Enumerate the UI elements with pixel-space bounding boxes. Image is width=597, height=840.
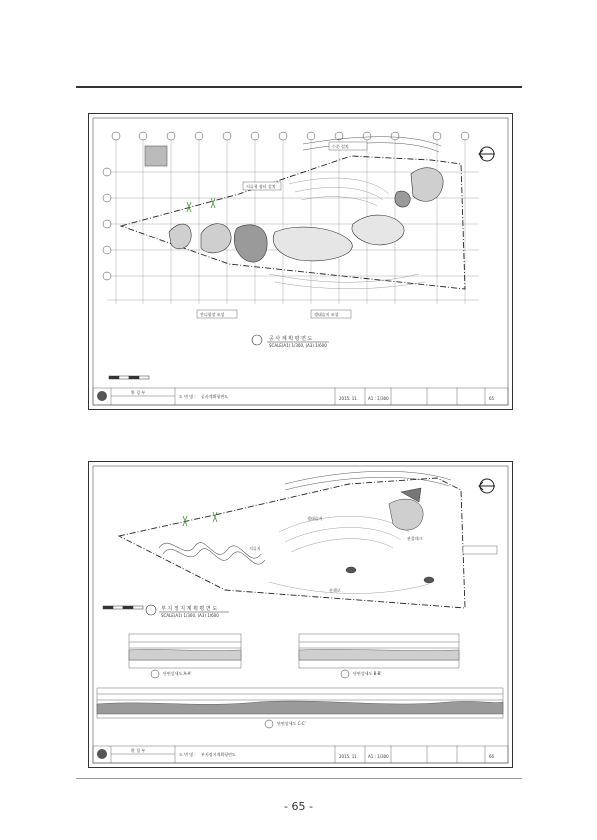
drawing-name: 부지정지계획평면도 [201, 752, 236, 757]
header-rule [76, 86, 522, 88]
tree-icons [187, 198, 215, 212]
construction-plan-drawing [88, 113, 513, 410]
callout-3: 잔디광장 조성 [200, 312, 225, 317]
callout-2: 수문 설치 [332, 144, 349, 149]
grading-plan-drawing [88, 461, 513, 768]
agency-name: 환 경 부 [131, 748, 146, 753]
title-block [93, 746, 508, 763]
section-cc [97, 688, 503, 718]
page-number: - 65 - [284, 800, 313, 813]
callout-1: 생태습지 [307, 516, 323, 521]
section-aa [129, 634, 241, 668]
scale-bar [109, 376, 149, 379]
wetland-ponds [169, 168, 443, 262]
plan-title: 부 지 정 지 계 획 평 면 도 [161, 606, 218, 612]
drawing-scale: A1 : 1/300 [368, 754, 389, 759]
hatched-area [145, 146, 167, 166]
construction-plan-svg [89, 114, 512, 409]
drawing-date: 2015. 11. [339, 396, 359, 401]
scale-bar [103, 606, 143, 609]
north-arrow-icon [479, 147, 495, 161]
agency-logo-icon [97, 391, 107, 401]
tree-icons [183, 512, 217, 526]
drawing-label: 도 면 명 : [179, 394, 196, 399]
drawing-date: 2015. 11. [339, 754, 359, 759]
footer-rule [76, 778, 522, 779]
sheet-number: 65 [489, 396, 495, 401]
callout-2: 저류지 [249, 546, 261, 551]
drawing-label: 도 면 명 : [179, 752, 196, 757]
section-bb-title: 단면상세도 B-B' [353, 671, 382, 676]
title-block [93, 388, 508, 405]
north-arrow-icon [479, 479, 495, 493]
agency-logo-icon [97, 749, 107, 759]
section-bb [299, 634, 459, 668]
section-aa-title: 단면상세도 A-A' [163, 671, 192, 676]
plan-scale: SCALE(A1) 1/300, (A3) 1/600 [269, 343, 327, 348]
callout-4: 산책로 [329, 588, 341, 593]
section-cc-title: 단면상세도 C-C' [277, 721, 306, 726]
plan-scale: SCALE(A1) 1/300, (A3) 1/600 [161, 613, 219, 618]
callout-3: 관찰데크 [407, 536, 423, 541]
sheet-number: 66 [489, 754, 495, 759]
agency-name: 환 경 부 [131, 390, 146, 395]
callout-4: 생태습지 조성 [314, 312, 339, 317]
drawing-scale: A1 : 1/300 [368, 396, 389, 401]
plan-title: 공 사 계 획 평 면 도 [269, 336, 313, 342]
drawing-name: 공사계획평면도 [201, 394, 229, 399]
callout-1: 저류형 쉼터 설치 [246, 184, 276, 189]
grading-plan-svg [89, 462, 512, 767]
